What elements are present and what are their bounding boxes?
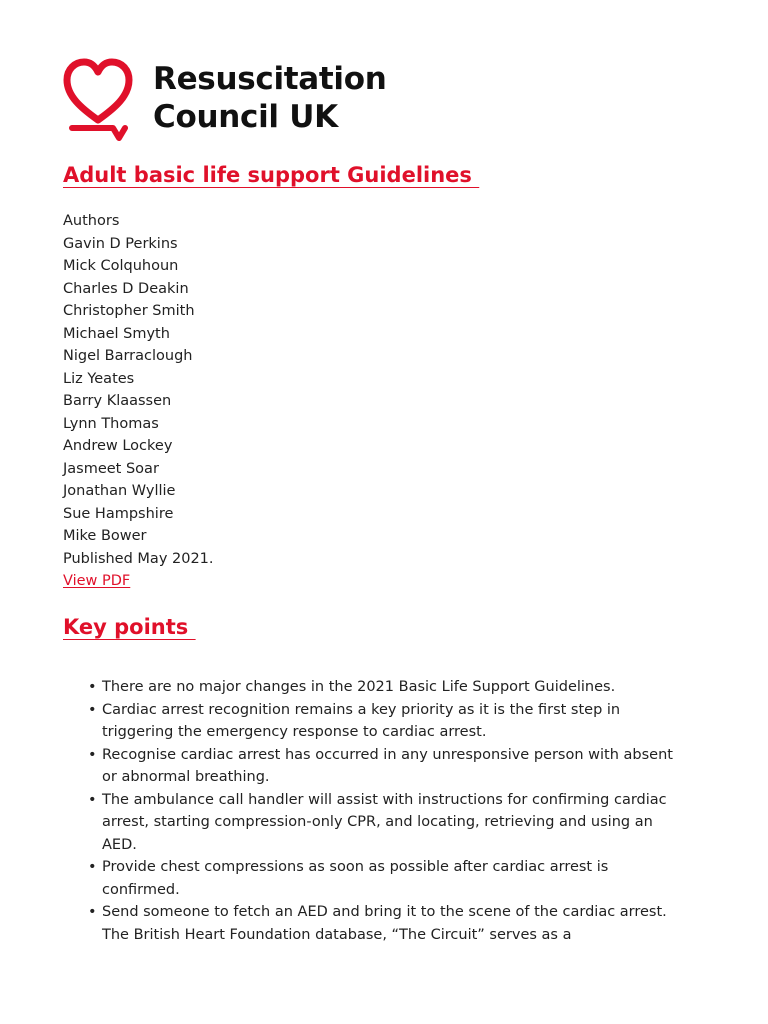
heart-speech-bubble-icon [63,58,133,142]
key-point-text: The ambulance call handler will assist with instructions for confirming cardiac arrest, starting compression-only CPR, and locating, retrieving and using an AED. [102,791,667,853]
author-name: Andrew Lockey [63,438,173,454]
key-point-text: Cardiac arrest recognition remains a key priority as it is the first step in triggering the emergency response to cardiac arrest. [102,701,621,740]
author-name: Lynn Thomas [63,415,159,432]
author-name: Sue Hampshire [63,505,174,522]
authors-block [63,210,214,593]
author-name: Mick Colquhoun [63,258,179,274]
authors-label: Authors [63,213,120,229]
bullet-icon: • [88,859,97,875]
author-name: Gavin D Perkins [63,235,178,252]
bullet-icon: • [88,701,97,718]
key-point-text: There are no major changes in the 2021 Basic Life Support Guidelines. [102,679,616,695]
list-item [88,699,688,744]
view-pdf-link[interactable]: View PDF [63,573,131,589]
list-item [88,901,688,946]
key-points-heading[interactable]: Key points [63,615,196,639]
bullet-icon: • [88,746,97,763]
logo-line-1: Resuscitation [153,61,387,97]
key-point-text: Send someone to fetch an AED and bring it to the scene of the cardiac arrest. The British Heart Foundation database, “The Circuit” serves as a [102,904,667,943]
author-name: Michael Smyth [63,325,170,342]
logo-line-2: Council UK [153,99,338,135]
author-name: Liz Yeates [63,370,135,387]
author-name: Barry Klaassen [63,393,172,409]
author-name: Nigel Barraclough [63,348,193,364]
list-item [88,676,688,699]
bullet-icon: • [88,904,97,920]
key-point-text: Provide chest compressions as soon as possible after cardiac arrest is confirmed. [102,859,609,898]
author-name: Charles D Deakin [63,280,189,297]
author-name: Jasmeet Soar [63,460,159,477]
key-point-text: Recognise cardiac arrest has occurred in any unresponsive person with absent or abnormal breathing. [102,746,673,785]
author-name: Mike Bower [63,528,147,544]
published-date: Published May 2021. [63,550,214,567]
logo [63,58,483,144]
author-name: Christopher Smith [63,303,195,319]
bullet-icon: • [88,679,97,695]
list-item [88,744,688,789]
logo-wordmark [153,60,387,136]
guidelines-heading[interactable]: Adult basic life support Guidelines [63,163,480,187]
list-item [88,856,688,901]
list-item [88,789,688,857]
key-points-list [88,676,688,946]
author-name: Jonathan Wyllie [63,483,176,499]
bullet-icon: • [88,791,97,808]
